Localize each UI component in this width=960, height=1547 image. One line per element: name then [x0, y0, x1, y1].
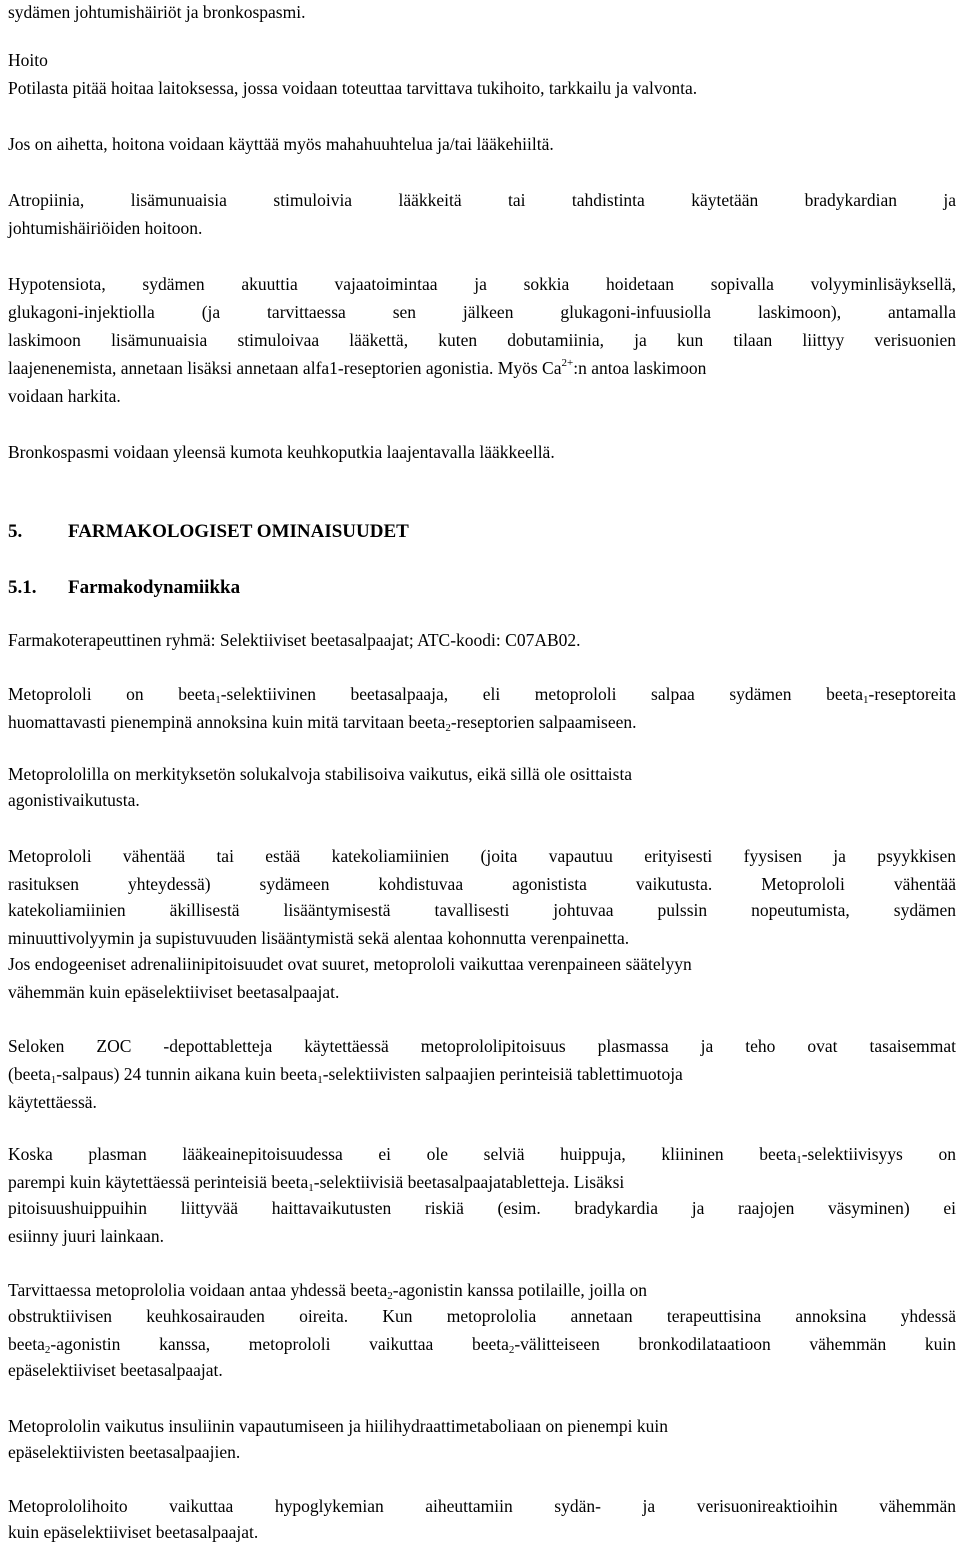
- text-fragment: beeta: [8, 1334, 45, 1354]
- subscript: 2: [387, 1290, 393, 1302]
- text-fragment: huomattavasti pienempinä annoksina kuin mitä tarvitaan beeta: [8, 712, 446, 732]
- text-line: katekoliamiinien äkillisestä lisääntymisestä tavallisesti johtuvaa pulssin nopeutumista, sydämen: [8, 900, 956, 920]
- heading-text: FARMAKOLOGISET OMINAISUUDET: [68, 521, 409, 542]
- text-line: johtumishäiriöiden hoitoon.: [8, 218, 203, 238]
- text-fragment: -selektiivinen beetasalpaaja, eli metoprololi salpaa sydämen beeta: [220, 684, 864, 704]
- text-line: epäselektiiviset beetasalpaajat.: [8, 1360, 223, 1380]
- text-line: Hypotensiota, sydämen akuuttia vajaatoimintaa ja sokkia hoidetaan sopivalla volyyminlisäyksellä,: [8, 274, 956, 294]
- text-fragment: (beeta: [8, 1064, 51, 1084]
- text-line: [8, 1332, 956, 1356]
- subscript: 2: [44, 1344, 51, 1356]
- text-line: kuin epäselektiiviset beetasalpaajat.: [8, 1522, 259, 1542]
- subscript: 1: [317, 1074, 323, 1086]
- text-fragment: -selektiivisiä beetasalpaajatabletteja. Lisäksi: [313, 1172, 625, 1192]
- text-fragment: -agonistin kanssa potilaille, joilla on: [392, 1280, 647, 1300]
- text-fragment: Tarvittaessa metoprololia voidaan antaa yhdessä beeta: [8, 1280, 388, 1300]
- heading-number: 5.1.: [8, 577, 37, 598]
- text-fragment: :n antoa laskimoon: [573, 358, 707, 378]
- text-line: [8, 1142, 956, 1166]
- text-line: Metoprololihoito vaikuttaa hypoglykemian aiheuttamiin sydän- ja verisuonireaktioihin vähemmän: [8, 1496, 956, 1516]
- text-line: Farmakoterapeuttinen ryhmä: Selektiiviset beetasalpaajat; ATC-koodi: C07AB02.: [8, 630, 581, 650]
- text-fragment: -reseptoreita: [868, 684, 956, 704]
- text-line: laskimoon lisämunuaisia stimuloivaa lääkettä, kuten dobutamiinia, ja kun tilaan liittyy verisuonien: [8, 330, 956, 350]
- text-fragment: Koska plasman lääkeainepitoisuudessa ei ole selviä huippuja, kliininen beeta: [8, 1144, 797, 1164]
- text-fragment: Metoprololi on beeta: [8, 684, 216, 704]
- text-line: [8, 356, 956, 380]
- superscript: 2+: [561, 357, 574, 369]
- text-line: minuuttivolyymin ja supistuvuuden lisääntymistä sekä alentaa kohonnutta verenpainetta.: [8, 928, 630, 948]
- heading-text: Farmakodynamiikka: [68, 577, 241, 598]
- text-line: glukagoni-injektiolla (ja tarvittaessa sen jälkeen glukagoni-infuusiolla laskimoon), antamalla: [8, 302, 956, 322]
- text-line: Metoprololi vähentää tai estää katekoliamiinien (joita vapautuu erityisesti fyysisen ja psyykkisen: [8, 846, 956, 866]
- text-fragment: -selektiivisyys on: [801, 1144, 956, 1164]
- text-fragment: laajenenemista, annetaan lisäksi annetaan alfa1-reseptorien agonistia. Myös Ca: [8, 358, 562, 378]
- text-line: [8, 710, 956, 734]
- heading-number: 5.: [8, 521, 23, 542]
- text-line: agonistivaikutusta.: [8, 790, 140, 810]
- text-fragment: -välitteiseen bronkodilataatioon vähemmän kuin: [514, 1334, 956, 1354]
- text-line: Metoprololin vaikutus insuliinin vapautumiseen ja hiilihydraattimetaboliaan on pienempi kuin: [8, 1416, 669, 1436]
- subscript: 1: [796, 1154, 802, 1166]
- text-line: voidaan harkita.: [8, 386, 121, 406]
- text-fragment: -agonistin kanssa, metoprololi vaikuttaa beeta: [50, 1334, 509, 1354]
- subscript: 2: [508, 1344, 515, 1356]
- subscript: 1: [863, 694, 869, 706]
- text-fragment: -reseptorien salpaamiseen.: [450, 712, 637, 732]
- subscript: 1: [308, 1182, 314, 1194]
- text-line: sydämen johtumishäiriöt ja bronkospasmi.: [8, 2, 306, 22]
- text-line: Jos on aihetta, hoitona voidaan käyttää myös mahahuuhtelua ja/tai lääkehiiltä.: [8, 134, 554, 154]
- text-fragment: -salpaus) 24 tunnin aikana kuin beeta: [56, 1064, 318, 1084]
- text-line: [8, 1170, 956, 1194]
- text-line: vähemmän kuin epäselektiiviset beetasalpaajat.: [8, 982, 340, 1002]
- text-line: epäselektiivisten beetasalpaajien.: [8, 1442, 241, 1462]
- text-line: Bronkospasmi voidaan yleensä kumota keuhkoputkia laajentavalla lääkkeellä.: [8, 442, 555, 462]
- section-heading-hoito: Hoito: [8, 50, 48, 70]
- text-line: Jos endogeeniset adrenaliinipitoisuudet ovat suuret, metoprololi vaikuttaa verenpaineen säätelyyn: [8, 954, 692, 974]
- text-line: esiinny juuri lainkaan.: [8, 1226, 165, 1246]
- text-line: Potilasta pitää hoitaa laitoksessa, jossa voidaan toteuttaa tarvittava tukihoito, tarkkailu ja valvonta.: [8, 78, 698, 98]
- subscript: 2: [445, 722, 451, 734]
- text-fragment: -selektiivisten salpaajien perinteisiä tablettimuotoja: [322, 1064, 683, 1084]
- text-line: rasituksen yhteydessä) sydämeen kohdistuvaa agonistista vaikutusta. Metoprololi vähentää: [8, 874, 956, 894]
- text-line: [8, 1062, 956, 1086]
- text-line: pitoisuushuippuihin liittyvää haittavaikutusten riskiä (esim. bradykardia ja raajojen väsyminen) ei: [8, 1198, 956, 1218]
- subscript: 1: [50, 1074, 57, 1086]
- text-line: obstruktiivisen keuhkosairauden oireita. Kun metoprololia annetaan terapeuttisina annoksina yhdessä: [8, 1306, 956, 1326]
- text-line: Seloken ZOC -depottabletteja käytettäessä metoprololipitoisuus plasmassa ja teho ovat tasaisemmat: [8, 1036, 956, 1056]
- text-line: [8, 1278, 956, 1302]
- section-heading-5: [8, 520, 956, 544]
- section-heading-5-1: [8, 576, 956, 600]
- text-line: käytettäessä.: [8, 1092, 97, 1112]
- text-fragment: parempi kuin käytettäessä perinteisiä beeta: [8, 1172, 309, 1192]
- subscript: 1: [215, 694, 221, 706]
- text-line: Atropiinia, lisämunuaisia stimuloivia lääkkeitä tai tahdistinta käytetään bradykardian ja: [8, 190, 956, 210]
- text-line: [8, 682, 956, 706]
- text-line: Metoprololilla on merkityksetön solukalvoja stabilisoiva vaikutus, eikä sillä ole osittaista: [8, 764, 633, 784]
